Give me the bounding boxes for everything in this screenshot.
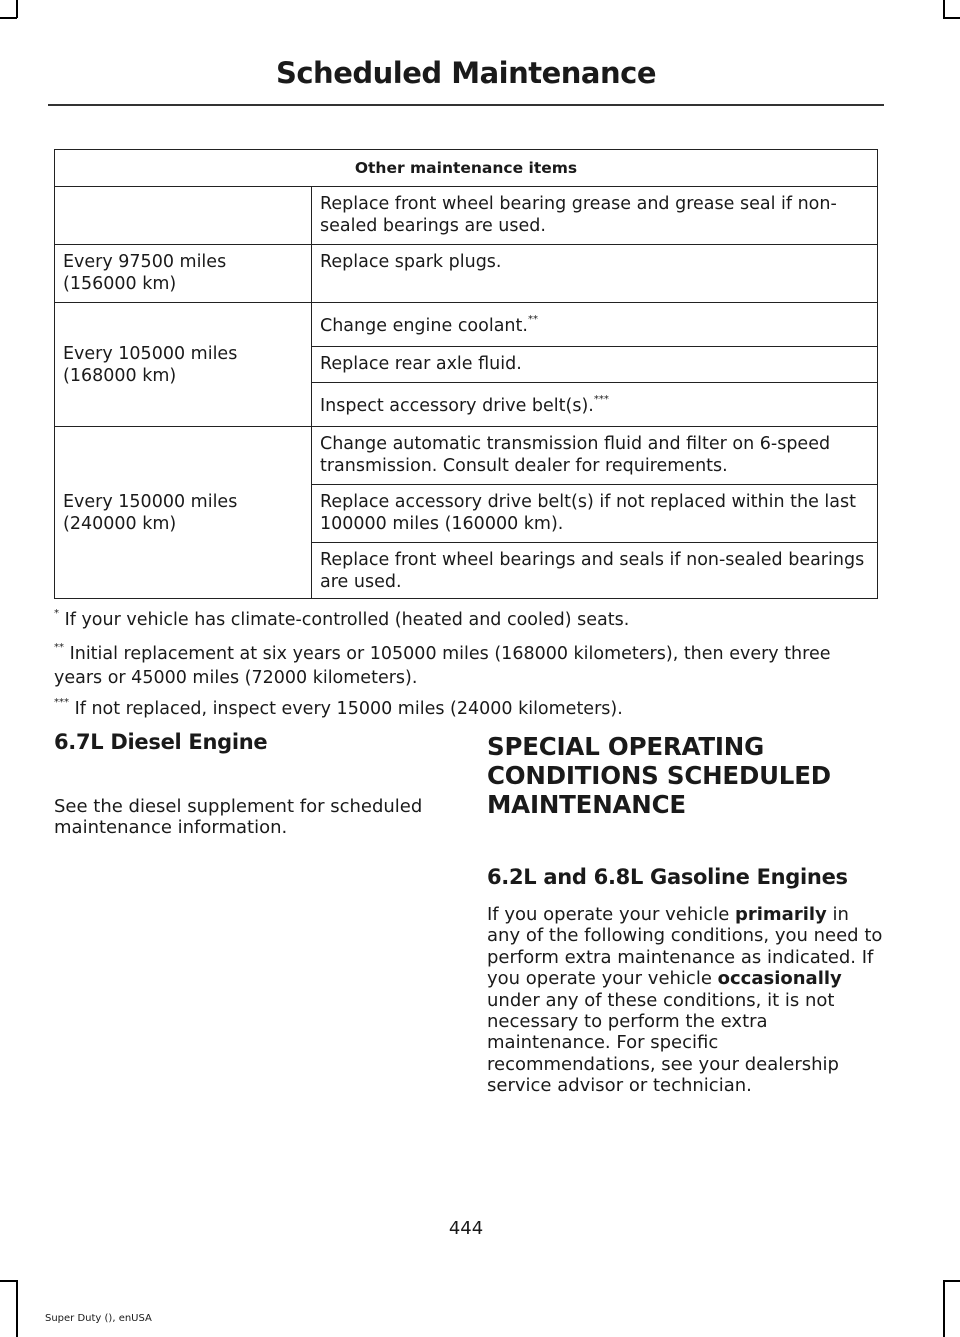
interval-cell: Every 97500 miles (156000 km) [55, 245, 312, 303]
special-text: If you operate your vehicle primarily in any of the following conditions, you need to perform extra maintenance as indicated. If you operate your vehicle occasionally under any of these conditions, it is not necessary to perform the extra maintenance. For specific recommendations, see your dealership service advisor or technician. [487, 904, 883, 1097]
footnote: *** If not replaced, inspect every 15000 miles (24000 kilometers). [54, 697, 623, 719]
page-title: Scheduled Maintenance [275, 56, 657, 90]
table-header-row [55, 150, 878, 187]
title-divider [48, 104, 884, 106]
footnote-marker: *** [593, 394, 609, 406]
table-row [55, 303, 878, 347]
diesel-heading: 6.7L Diesel Engine [54, 730, 268, 754]
item-cell: Change engine coolant.** [312, 303, 878, 347]
item-cell: Replace front wheel bearing grease and grease seal if non-sealed bearings are used. [312, 187, 878, 245]
table-row [55, 245, 878, 303]
interval-cell: Every 150000 miles (240000 km) [55, 427, 312, 599]
page-number: 444 [448, 1218, 484, 1239]
item-cell: Replace spark plugs. [312, 245, 878, 303]
footnote: * If your vehicle has climate-controlled (heated and cooled) seats. [54, 608, 630, 630]
crop-mark [943, 1280, 960, 1282]
footer-label: Super Duty (), enUSA [45, 1313, 152, 1324]
table-header: Other maintenance items [55, 150, 878, 187]
footnote: ** Initial replacement at six years or 105000 miles (168000 kilometers), then every three years or 45000 miles (72000 kilometers). [54, 642, 831, 688]
table-row [55, 187, 878, 245]
crop-mark [0, 1280, 17, 1282]
crop-mark [943, 0, 945, 18]
interval-cell: Every 105000 miles (168000 km) [55, 303, 312, 427]
crop-mark [16, 0, 18, 18]
item-cell: Inspect accessory drive belt(s).*** [312, 383, 878, 427]
crop-mark [16, 1280, 18, 1337]
item-cell: Replace rear axle fluid. [312, 347, 878, 383]
diesel-text: See the diesel supplement for scheduled maintenance information. [54, 796, 423, 839]
crop-mark [943, 17, 960, 19]
gasoline-heading: 6.2L and 6.8L Gasoline Engines [487, 865, 848, 889]
crop-mark [943, 1280, 945, 1337]
maintenance-table [54, 149, 878, 599]
special-heading: SPECIAL OPERATING CONDITIONS SCHEDULED MAINTENANCE [487, 732, 831, 819]
table-row [55, 427, 878, 485]
crop-mark [0, 17, 17, 19]
item-cell: Replace front wheel bearings and seals if non-sealed bearings are used. [312, 543, 878, 599]
interval-cell [55, 187, 312, 245]
item-cell: Replace accessory drive belt(s) if not replaced within the last 100000 miles (160000 km). [312, 485, 878, 543]
footnote-marker: ** [527, 314, 538, 326]
item-cell: Change automatic transmission fluid and filter on 6-speed transmission. Consult dealer for requirements. [312, 427, 878, 485]
